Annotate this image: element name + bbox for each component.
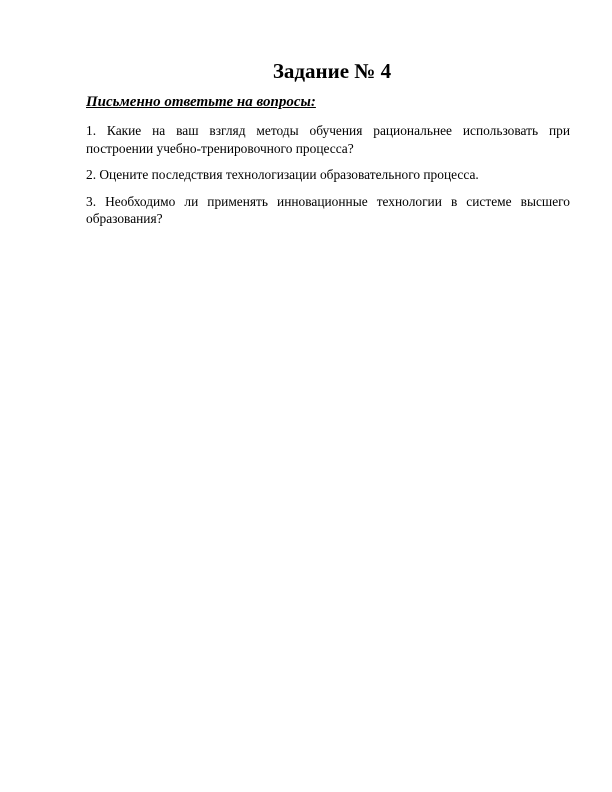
question-item-3: 3. Необходимо ли применять инновационные технологии в системе высшего образования?: [86, 193, 570, 226]
question-list: [86, 122, 570, 228]
question-item-1: 1. Какие на ваш взгляд методы обучения рациональнее использовать при построении учебно-тренировочного процесса?: [86, 123, 570, 156]
document-content: [86, 56, 570, 237]
question-item-2: 2. Оцените последствия технологизации образовательного процесса.: [86, 167, 479, 182]
document-title: Задание № 4: [272, 59, 392, 83]
document-subtitle: Письменно ответьте на вопросы:: [86, 94, 316, 110]
